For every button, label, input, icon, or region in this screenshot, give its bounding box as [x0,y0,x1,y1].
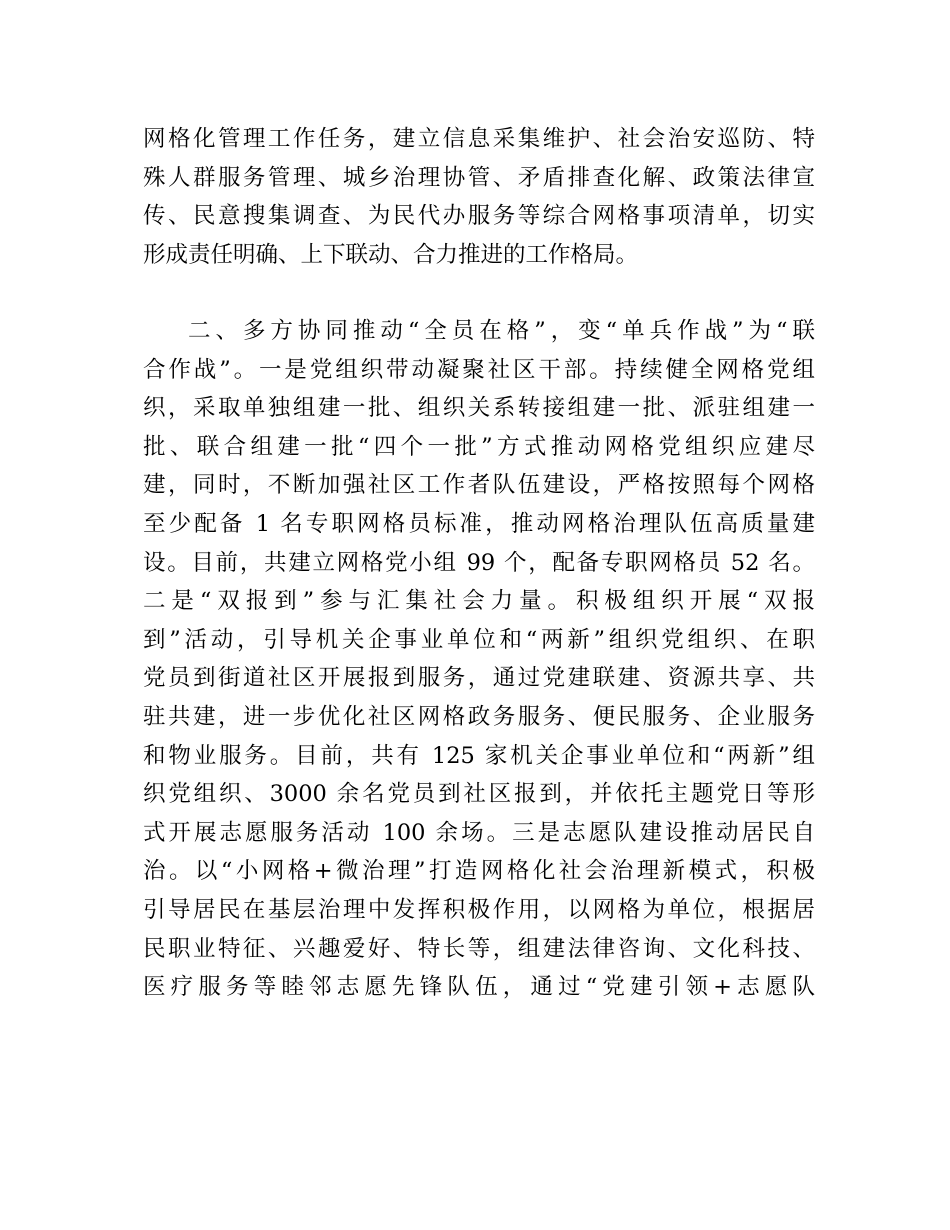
paragraph-collaboration [143,312,815,1007]
text-line: 驻共建，进一步优化社区网格政务服务、便民服务、企业服务 [143,703,815,730]
paragraph-grid-tasks [143,120,815,274]
text-line: 网格化管理工作任务，建立信息采集维护、社会治安巡防、特 [143,126,815,152]
text-line: 传、民意搜集调查、为民代办服务等综合网格事项清单，切实 [143,203,815,230]
text-line: 到”活动，引导机关企事业单位和“两新”组织党组织、在职 [143,626,815,653]
text-line: 织，采取单独组建一批、组织关系转接组建一批、派驻组建一 [143,395,815,422]
text-line: 至少配备 1 名专职网格员标准，推动网格治理队伍高质量建 [143,510,815,537]
text-line: 殊人群服务管理、城乡治理协管、矛盾排查化解、政策法律宣 [143,164,815,191]
text-line: 二是“双报到”参与汇集社会力量。积极组织开展“双报 [143,588,815,615]
text-line: 民职业特征、兴趣爱好、特长等，组建法律咨询、文化科技、 [143,935,815,962]
text-line: 形成责任明确、上下联动、合力推进的工作格局。 [143,241,639,268]
text-line: 设。目前，共建立网格党小组 99 个，配备专职网格员 52 名。 [143,549,815,576]
text-line: 党员到街道社区开展报到服务，通过党建联建、资源共享、共 [143,665,815,692]
text-line: 批、联合组建一批“四个一批”方式推动网格党组织应建尽 [143,433,815,460]
text-line: 合作战”。一是党组织带动凝聚社区干部。持续健全网格党组 [143,356,815,383]
text-line: 式开展志愿服务活动 100 余场。三是志愿队建设推动居民自 [143,819,815,846]
text-line: 引导居民在基层治理中发挥积极作用，以网格为单位，根据居 [143,896,815,923]
text-line: 医疗服务等睦邻志愿先锋队伍，通过“党建引领+志愿队 [143,974,815,1001]
text-line: 二、多方协同推动“全员在格”，变“单兵作战”为“联 [188,318,815,344]
text-line: 织党组织、3000 余名党员到社区报到，并依托主题党日等形 [143,781,815,808]
text-line: 建，同时，不断加强社区工作者队伍建设，严格按照每个网格 [143,472,815,499]
text-line: 治。以“小网格+微治理”打造网格化社会治理新模式，积极 [143,858,815,885]
text-line: 和物业服务。目前，共有 125 家机关企事业单位和“两新”组 [143,742,815,769]
